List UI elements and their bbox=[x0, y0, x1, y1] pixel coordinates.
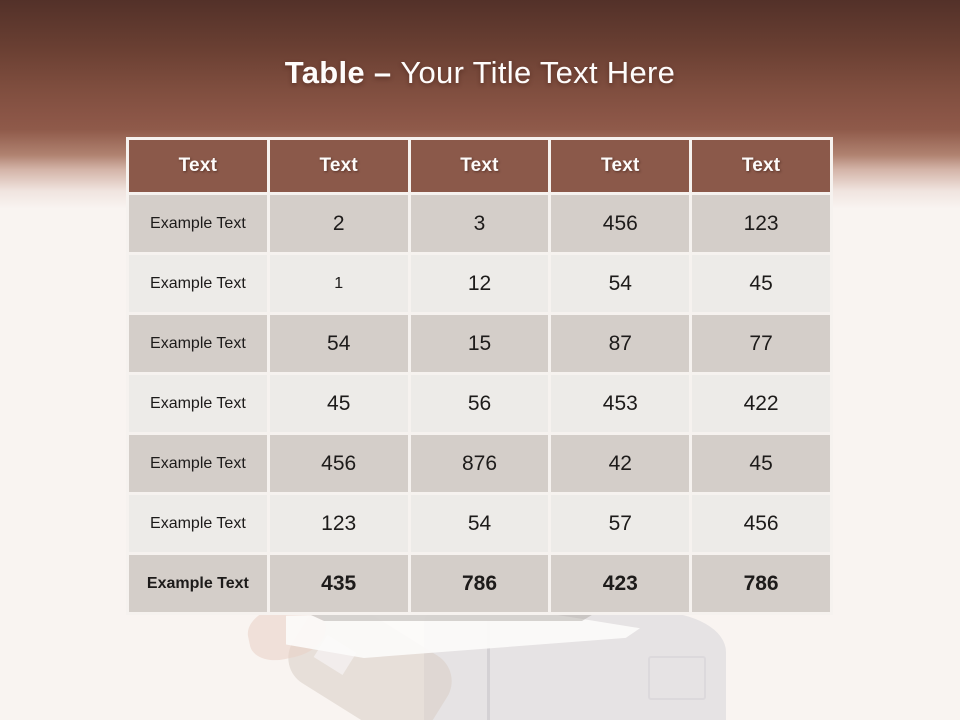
table-row-label: Example Text bbox=[129, 375, 267, 432]
table-row-label: Example Text bbox=[129, 435, 267, 492]
table-cell: 422 bbox=[692, 375, 830, 432]
table-cell: 123 bbox=[270, 495, 408, 552]
table-header-cell: Text bbox=[692, 140, 830, 192]
table-cell: 45 bbox=[692, 435, 830, 492]
jacket-pocket-shape bbox=[648, 656, 706, 700]
table-cell: 45 bbox=[270, 375, 408, 432]
table-cell: 456 bbox=[270, 435, 408, 492]
table-cell: 123 bbox=[692, 195, 830, 252]
table-header-cell: Text bbox=[551, 140, 689, 192]
table-row bbox=[129, 315, 830, 372]
table-row-label: Example Text bbox=[129, 555, 267, 612]
table-cell: 876 bbox=[411, 435, 549, 492]
table-row-label: Example Text bbox=[129, 195, 267, 252]
table-cell: 45 bbox=[692, 255, 830, 312]
slide-title-text: Your Title Text Here bbox=[400, 55, 676, 90]
table-cell: 453 bbox=[551, 375, 689, 432]
table-cell: 56 bbox=[411, 375, 549, 432]
table-cell: 12 bbox=[411, 255, 549, 312]
table-row bbox=[129, 495, 830, 552]
table-row bbox=[129, 255, 830, 312]
table-cell: 42 bbox=[551, 435, 689, 492]
table-row-label: Example Text bbox=[129, 315, 267, 372]
table-header-row bbox=[129, 140, 830, 192]
table-cell: 77 bbox=[692, 315, 830, 372]
table-cell: 1 bbox=[270, 255, 408, 312]
table-cell: 15 bbox=[411, 315, 549, 372]
table-cell: 423 bbox=[551, 555, 689, 612]
table-cell: 54 bbox=[411, 495, 549, 552]
table-header-cell: Text bbox=[129, 140, 267, 192]
table-row bbox=[129, 375, 830, 432]
table-row bbox=[129, 195, 830, 252]
table-row-label: Example Text bbox=[129, 495, 267, 552]
data-table bbox=[126, 137, 833, 615]
table-cell: 456 bbox=[692, 495, 830, 552]
table-cell: 435 bbox=[270, 555, 408, 612]
table-cell: 87 bbox=[551, 315, 689, 372]
table-row bbox=[129, 435, 830, 492]
table-cell: 786 bbox=[411, 555, 549, 612]
table-cell: 2 bbox=[270, 195, 408, 252]
table-row-label: Example Text bbox=[129, 255, 267, 312]
table-cell: 3 bbox=[411, 195, 549, 252]
table-cell: 786 bbox=[692, 555, 830, 612]
table-header-cell: Text bbox=[411, 140, 549, 192]
table-header-cell: Text bbox=[270, 140, 408, 192]
table-total-row bbox=[129, 555, 830, 612]
slide-title-keyword: Table – bbox=[284, 55, 392, 90]
table-cell: 54 bbox=[551, 255, 689, 312]
table-cell: 456 bbox=[551, 195, 689, 252]
table-cell: 54 bbox=[270, 315, 408, 372]
slide-title bbox=[0, 55, 960, 91]
table-cell: 57 bbox=[551, 495, 689, 552]
